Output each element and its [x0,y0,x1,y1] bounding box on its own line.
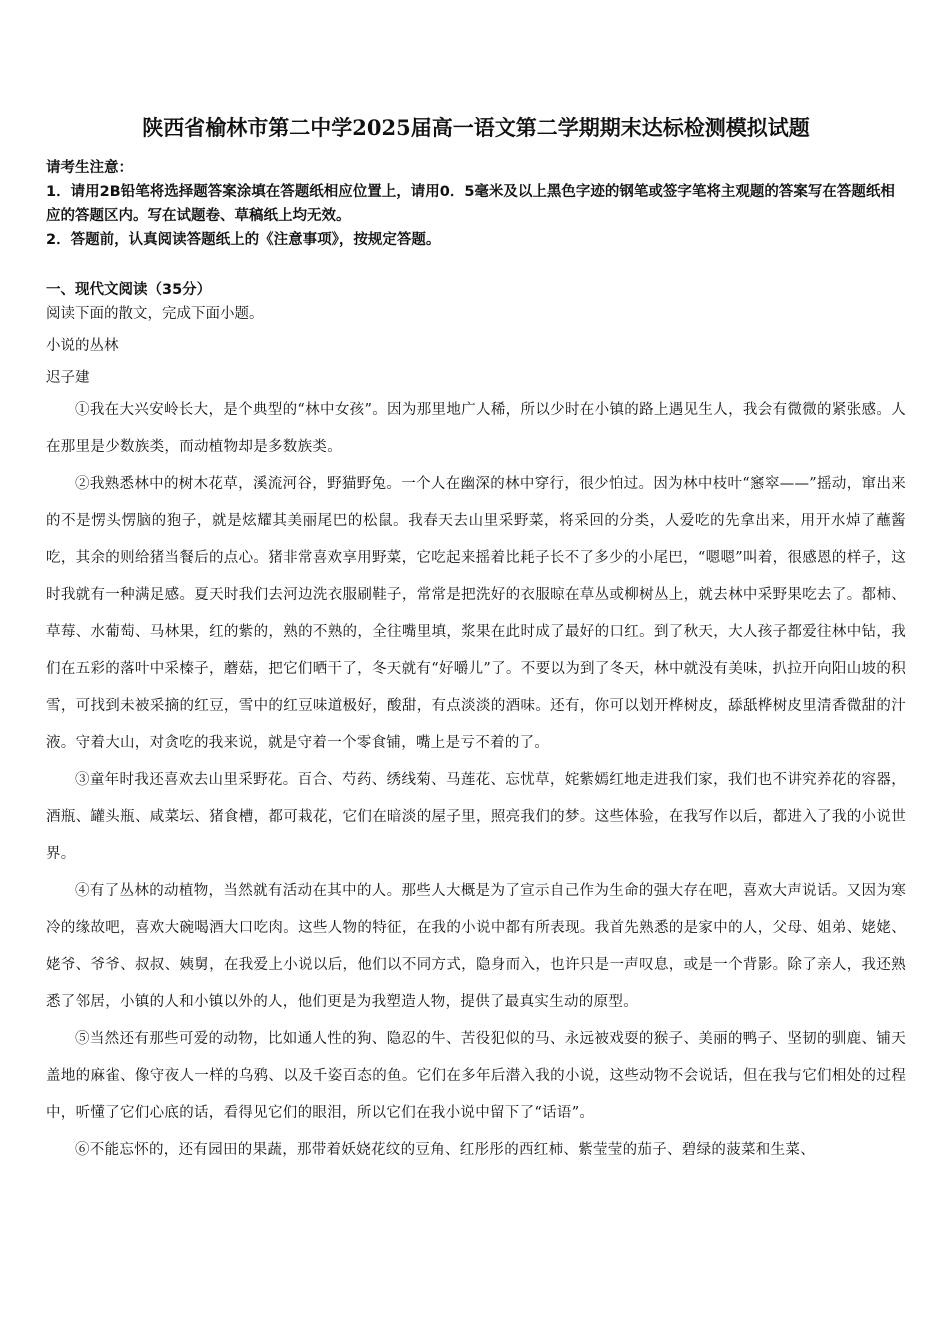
essay-body [46,392,906,1169]
essay-paragraph-5: ⑤当然还有那些可爱的动物，比如通人性的狗、隐忍的牛、苦役犯似的马、永远被戏耍的猴子、美丽的鸭子、坚韧的驯鹿、铺天盖地的麻雀、像守夜人一样的乌鸦、以及千姿百态的鱼。它们在多年后潜入我的小说，这些动物不会说话，但在我与它们相处的过程中，听懂了它们心底的话，看得见它们的眼泪，所以它们在我小说中留下了“话语”。 [46,1031,906,1121]
essay-paragraph-3: ③童年时我还喜欢去山里采野花。百合、芍药、绣线菊、马莲花、忘忧草，姹紫嫣红地走进我们家，我们也不讲究养花的容器，酒瓶、罐头瓶、咸菜坛、猪食槽，都可栽花，它们在暗淡的屋子里，照亮我们的梦。这些体验，在我写作以后，都进入了我的小说世界。 [46,772,906,862]
exam-notice [46,156,906,252]
notice-item-2: 2．答题前，认真阅读答题纸上的《注意事项》，按规定答题。 [46,232,441,248]
notice-item-1: 1．请用2B铅笔将选择题答案涂填在答题纸相应位置上，请用0．5毫米及以上黑色字迹的钢笔或签字笔将主观题的答案写在答题纸相应的答题区内。写在试题卷、草稿纸上均无效。 [46,184,895,224]
reading-instruction: 阅读下面的散文，完成下面小题。 [46,306,264,322]
essay-title: 小说的丛林 [46,338,119,354]
document-title: 陕西省榆林市第二中学2025届高一语文第二学期期末达标检测模拟试题 [142,115,810,140]
essay-author: 迟子建 [46,370,90,386]
section-title: 一、现代文阅读（35分） [46,282,212,298]
essay-paragraph-6: ⑥不能忘怀的，还有园田的果蔬，那带着妖娆花纹的豆角、红彤彤的西红柿、紫莹莹的茄子、碧绿的菠菜和生菜、 [75,1142,815,1158]
essay-paragraph-1: ①我在大兴安岭长大，是个典型的“林中女孩”。因为那里地广人稀，所以少时在小镇的路上遇见生人，我会有微微的紧张感。人在那里是少数族类，而动植物却是多数族类。 [46,402,906,455]
essay-paragraph-4: ④有了丛林的动植物，当然就有活动在其中的人。那些人大概是为了宣示自己作为生命的强大存在吧，喜欢大声说话。又因为寒冷的缘故吧，喜欢大碗喝酒大口吃肉。这些人物的特征，在我的小说中都有所表现。我首先熟悉的是家中的人，父母、姐弟、姥姥、姥爷、爷爷、叔叔、姨舅，在我爱上小说以后，他们以不同方式，隐身而入，也许只是一声叹息，或是一个背影。除了亲人，我还熟悉了邻居，小镇的人和小镇以外的人，他们更是为我塑造人物，提供了最真实生动的原型。 [46,883,906,1010]
essay-paragraph-2: ②我熟悉林中的树木花草，溪流河谷，野猫野兔。一个人在幽深的林中穿行，很少怕过。因为林中枝叶“窸窣——”摇动，窜出来的不是愣头愣脑的狍子，就是炫耀其美丽尾巴的松鼠。我春天去山里采野菜，将采回的分类，人爱吃的先拿出来，用开水焯了蘸酱吃，其余的则给猪当餐后的点心。猪非常喜欢享用野菜，它吃起来摇着比耗子长不了多少的小尾巴，“嗯嗯”叫着，很感恩的样子，这时我就有一种满足感。夏天时我们去河边洗衣服刷鞋子，常常是把洗好的衣服晾在草丛或柳树丛上，就去林中采野果吃去了。都柿、草莓、水葡萄、马林果，红的紫的，熟的不熟的，全往嘴里填，浆果在此时成了最好的口红。到了秋天，大人孩子都爱往林中钻，我们在五彩的落叶中采榛子，蘑菇，把它们晒干了，冬天就有“好嚼儿”了。不要以为到了冬天，林中就没有美味，扒拉开向阳山坡的积雪，可找到未被采摘的红豆，雪中的红豆味道极好，酸甜，有点淡淡的酒味。还有，你可以划开桦树皮，舔舐桦树皮里清香微甜的汁液。守着大山，对贪吃的我来说，就是守着一个零食铺，嘴上是亏不着的了。 [46,476,906,751]
notice-heading: 请考生注意： [46,160,133,176]
